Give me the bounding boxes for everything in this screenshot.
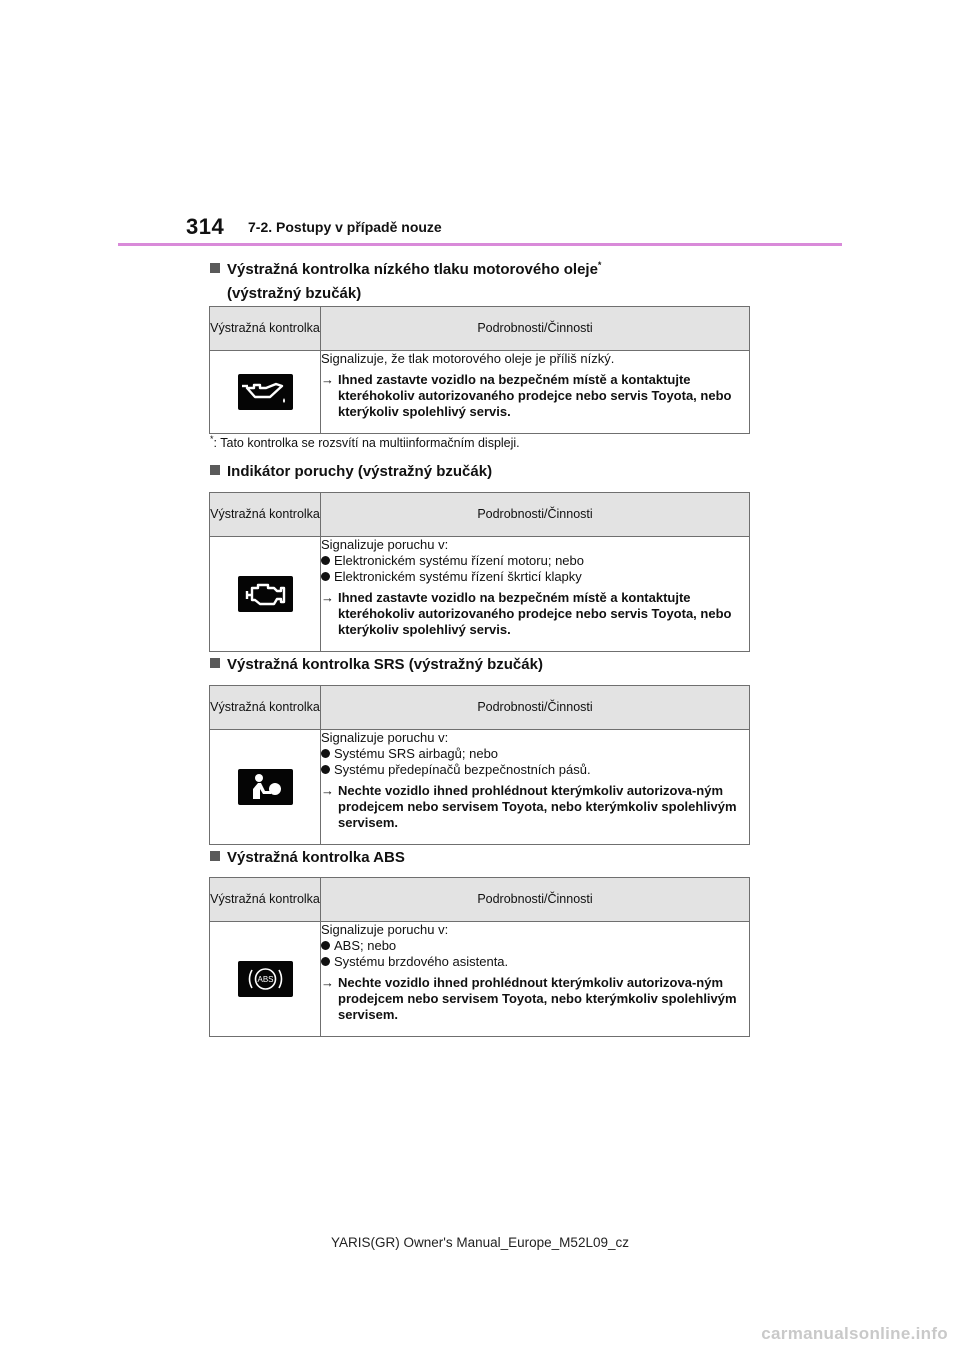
action-text: → Nechte vozidlo ihned prohlédnout kterýmkoliv autorizova-ným prodejcem nebo servisem Toyota, nebo kterýmkoliv spolehlivým servisem. xyxy=(321,783,737,830)
check-engine-icon xyxy=(238,576,293,612)
list-item: Systému brzdového asistenta. xyxy=(321,954,749,970)
warning-table-oil-pressure xyxy=(209,306,750,434)
list-item: Systému SRS airbagů; nebo xyxy=(321,746,749,762)
heading-abs: Výstražná kontrolka ABS xyxy=(210,847,405,869)
oil-pressure-icon xyxy=(238,374,293,410)
page-number: 314 xyxy=(186,214,225,239)
col-header-details: Podrobnosti/Činnosti xyxy=(321,878,750,922)
heading-malfunction-indicator: Indikátor poruchy (výstražný bzučák) xyxy=(210,461,492,483)
abs-icon xyxy=(238,961,293,997)
heading-oil-pressure: Výstražná kontrolka nízkého tlaku motorového oleje* (výstražný bzučák) xyxy=(210,254,601,305)
square-bullet-icon xyxy=(210,658,220,668)
square-bullet-icon xyxy=(210,465,220,475)
srs-airbag-icon xyxy=(238,769,293,805)
header-rule xyxy=(118,243,842,246)
footer-text: YARIS(GR) Owner's Manual_Europe_M52L09_cz xyxy=(331,1235,629,1250)
col-header-details: Podrobnosti/Činnosti xyxy=(321,686,750,730)
action-text: → Nechte vozidlo ihned prohlédnout kterýmkoliv autorizova-ným prodejcem nebo servisem Toyota, nebo kterýmkoliv spolehlivým servisem. xyxy=(321,975,737,1022)
col-header-icon: Výstražná kontrolka xyxy=(210,307,321,351)
footnote: *: Tato kontrolka se rozsvítí na multiinformačním displeji. xyxy=(210,434,520,451)
col-header-icon: Výstražná kontrolka xyxy=(210,686,321,730)
col-header-details: Podrobnosti/Činnosti xyxy=(321,307,750,351)
detail-line: Signalizuje, že tlak motorového oleje je příliš nízký. xyxy=(321,351,615,366)
warning-table-malfunction xyxy=(209,492,750,652)
list-item: Elektronickém systému řízení škrticí klapky xyxy=(321,569,749,585)
square-bullet-icon xyxy=(210,851,220,861)
action-text: → Ihned zastavte vozidlo na bezpečném místě a kontaktujte kteréhokoliv autorizovaného prodejce nebo servis Toyota, nebo kterýkoliv spolehlivý servis. xyxy=(321,590,732,637)
list-item: ABS; nebo xyxy=(321,938,749,954)
heading-srs: Výstražná kontrolka SRS (výstražný bzučák) xyxy=(210,654,543,676)
detail-line: Signalizuje poruchu v: xyxy=(321,537,449,552)
square-bullet-icon xyxy=(210,263,220,273)
col-header-icon: Výstražná kontrolka xyxy=(210,878,321,922)
section-title: 7-2. Postupy v případě nouze xyxy=(248,219,442,235)
col-header-icon: Výstražná kontrolka xyxy=(210,493,321,537)
warning-table-abs xyxy=(209,877,750,1037)
action-text: → Ihned zastavte vozidlo na bezpečném místě a kontaktujte kteréhokoliv autorizovaného prodejce nebo servis Toyota, nebo kterýkoliv spolehlivý servis. xyxy=(321,372,732,419)
detail-line: Signalizuje poruchu v: xyxy=(321,922,449,937)
list-item: Systému předepínačů bezpečnostních pásů. xyxy=(321,762,749,778)
detail-line: Signalizuje poruchu v: xyxy=(321,730,449,745)
col-header-details: Podrobnosti/Činnosti xyxy=(321,493,750,537)
list-item: Elektronickém systému řízení motoru; nebo xyxy=(321,553,749,569)
svg-text:ABS: ABS xyxy=(256,975,274,984)
watermark: carmanualsonline.info xyxy=(761,1324,948,1343)
warning-table-srs xyxy=(209,685,750,845)
